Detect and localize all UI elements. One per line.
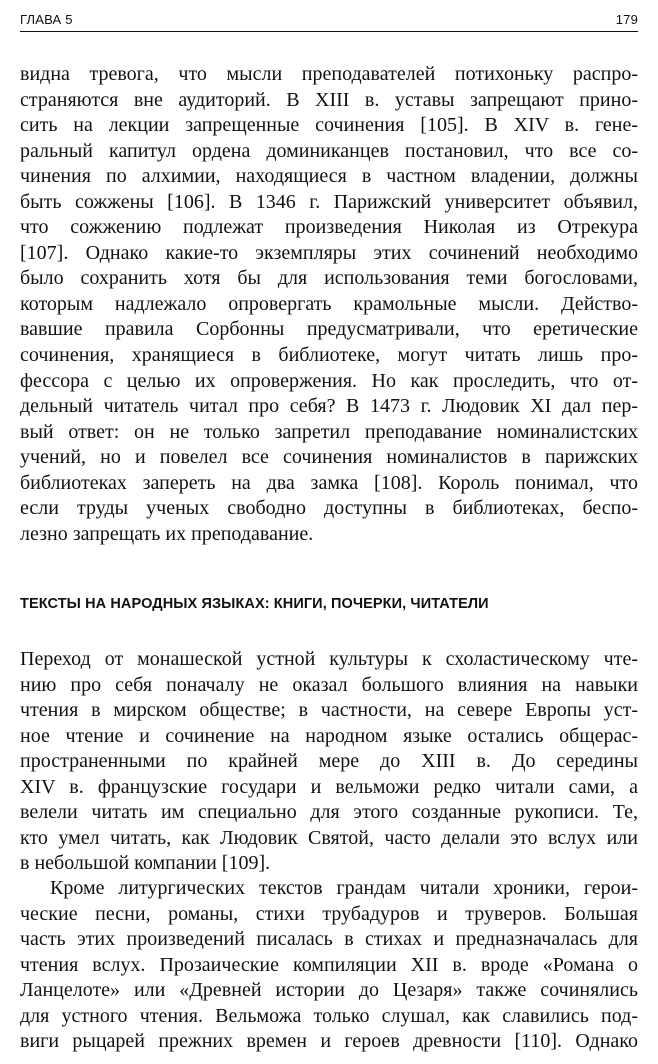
text-line: нию про себя поначалу не оказал большого влияния на навыки — [20, 673, 638, 696]
text-line: дельный читатель читал про себя? В 1473 г. Людовик XI дал пер- — [20, 395, 638, 418]
text-line: в небольшой компании [109]. — [20, 852, 271, 875]
text-line: часть этих произведений писалась в стихах и предназначалась для — [20, 928, 638, 951]
text-line: велели читать им специально для этого созданные рукописи. Те, — [20, 801, 638, 824]
text-line: библиотеках запереть на два замка [108]. Король понимал, что — [20, 471, 638, 494]
text-line: чтения в мирском обществе; в частности, на севере Европы уст- — [20, 699, 638, 722]
text-line: для устного чтения. Вельможа только слушал, как славились под- — [20, 1004, 638, 1027]
text-line: лезно запрещать их преподавание. — [20, 522, 314, 545]
text-line: что сожжению подлежат произведения Николая из Отрекура — [20, 216, 638, 239]
text-line: сочинения, хранящиеся в библиотеке, могут читать лишь про- — [20, 344, 638, 367]
text-line: Кроме литургических текстов грандам читали хроники, герои- — [50, 877, 638, 899]
text-line: вавшие правила Сорбонны предусматривали, что еретические — [20, 318, 638, 341]
text-line: чтения вслух. Прозаические компиляции XII в. вроде «Романа о — [20, 953, 638, 976]
text-line: Переход от монашеской устной культуры к схоластическому чте- — [20, 648, 638, 670]
text-line: чинения по алхимии, находящиеся в частном владении, должны — [20, 165, 638, 188]
text-line: фессора с целью их опровержения. Но как проследить, что от- — [20, 369, 638, 392]
text-line: ное чтение и сочинение на народном языке остались общерас- — [20, 724, 638, 747]
text-line: сить на лекции запрещенные сочинения [105]. В XIV в. гене- — [20, 114, 638, 137]
text-line: кто умел читать, как Людовик Святой, часто делали это вслух или — [20, 826, 638, 849]
running-head — [20, 8, 638, 30]
text-line: учений, но и повелел все сочинения номиналистов в парижских — [20, 446, 638, 469]
header-rule — [20, 31, 638, 32]
page-number: 179 — [615, 12, 638, 27]
text-line: страняются вне аудиторий. В XIII в. уставы запрещают прино- — [20, 88, 638, 111]
paragraph — [20, 62, 638, 547]
text-line: XIV в. французские государи и вельможи редко читали сами, а — [20, 775, 638, 798]
text-line: [107]. Однако какие-то экземпляры этих сочинений необходимо — [20, 241, 638, 264]
text-line: которым надлежало опровергать крамольные мысли. Действо- — [20, 292, 638, 315]
paragraph — [20, 876, 638, 1055]
text-line: если труды ученых свободно доступны в библиотеках, беспо- — [20, 497, 638, 520]
section-heading: ТЕКСТЫ НА НАРОДНЫХ ЯЗЫКАХ: КНИГИ, ПОЧЕРКИ, ЧИТАТЕЛИ — [20, 596, 489, 612]
text-line: пространенными по крайней мере до XIII в. До середины — [20, 750, 638, 773]
text-line: было сохранить хотя бы для использования теми богословами, — [20, 267, 638, 290]
text-line: видна тревога, что мысли преподавателей потихоньку распро- — [20, 63, 638, 85]
text-line: быть сожжены [106]. В 1346 г. Парижский университет объявил, — [20, 190, 638, 213]
paragraph — [20, 647, 638, 877]
text-line: виги рыцарей прежних времен и героев древности [110]. Однако — [20, 1030, 638, 1053]
chapter-label: ГЛАВА 5 — [20, 12, 73, 27]
text-line: ральный капитул ордена доминиканцев постановил, что все со- — [20, 139, 638, 162]
text-line: Ланцелоте» или «Древней истории до Цезаря» также сочинялись — [20, 979, 638, 1002]
text-line: ческие песни, романы, стихи трубадуров и труверов. Большая — [20, 902, 638, 925]
text-line: вый ответ: он не только запретил преподавание номиналистских — [20, 420, 638, 443]
